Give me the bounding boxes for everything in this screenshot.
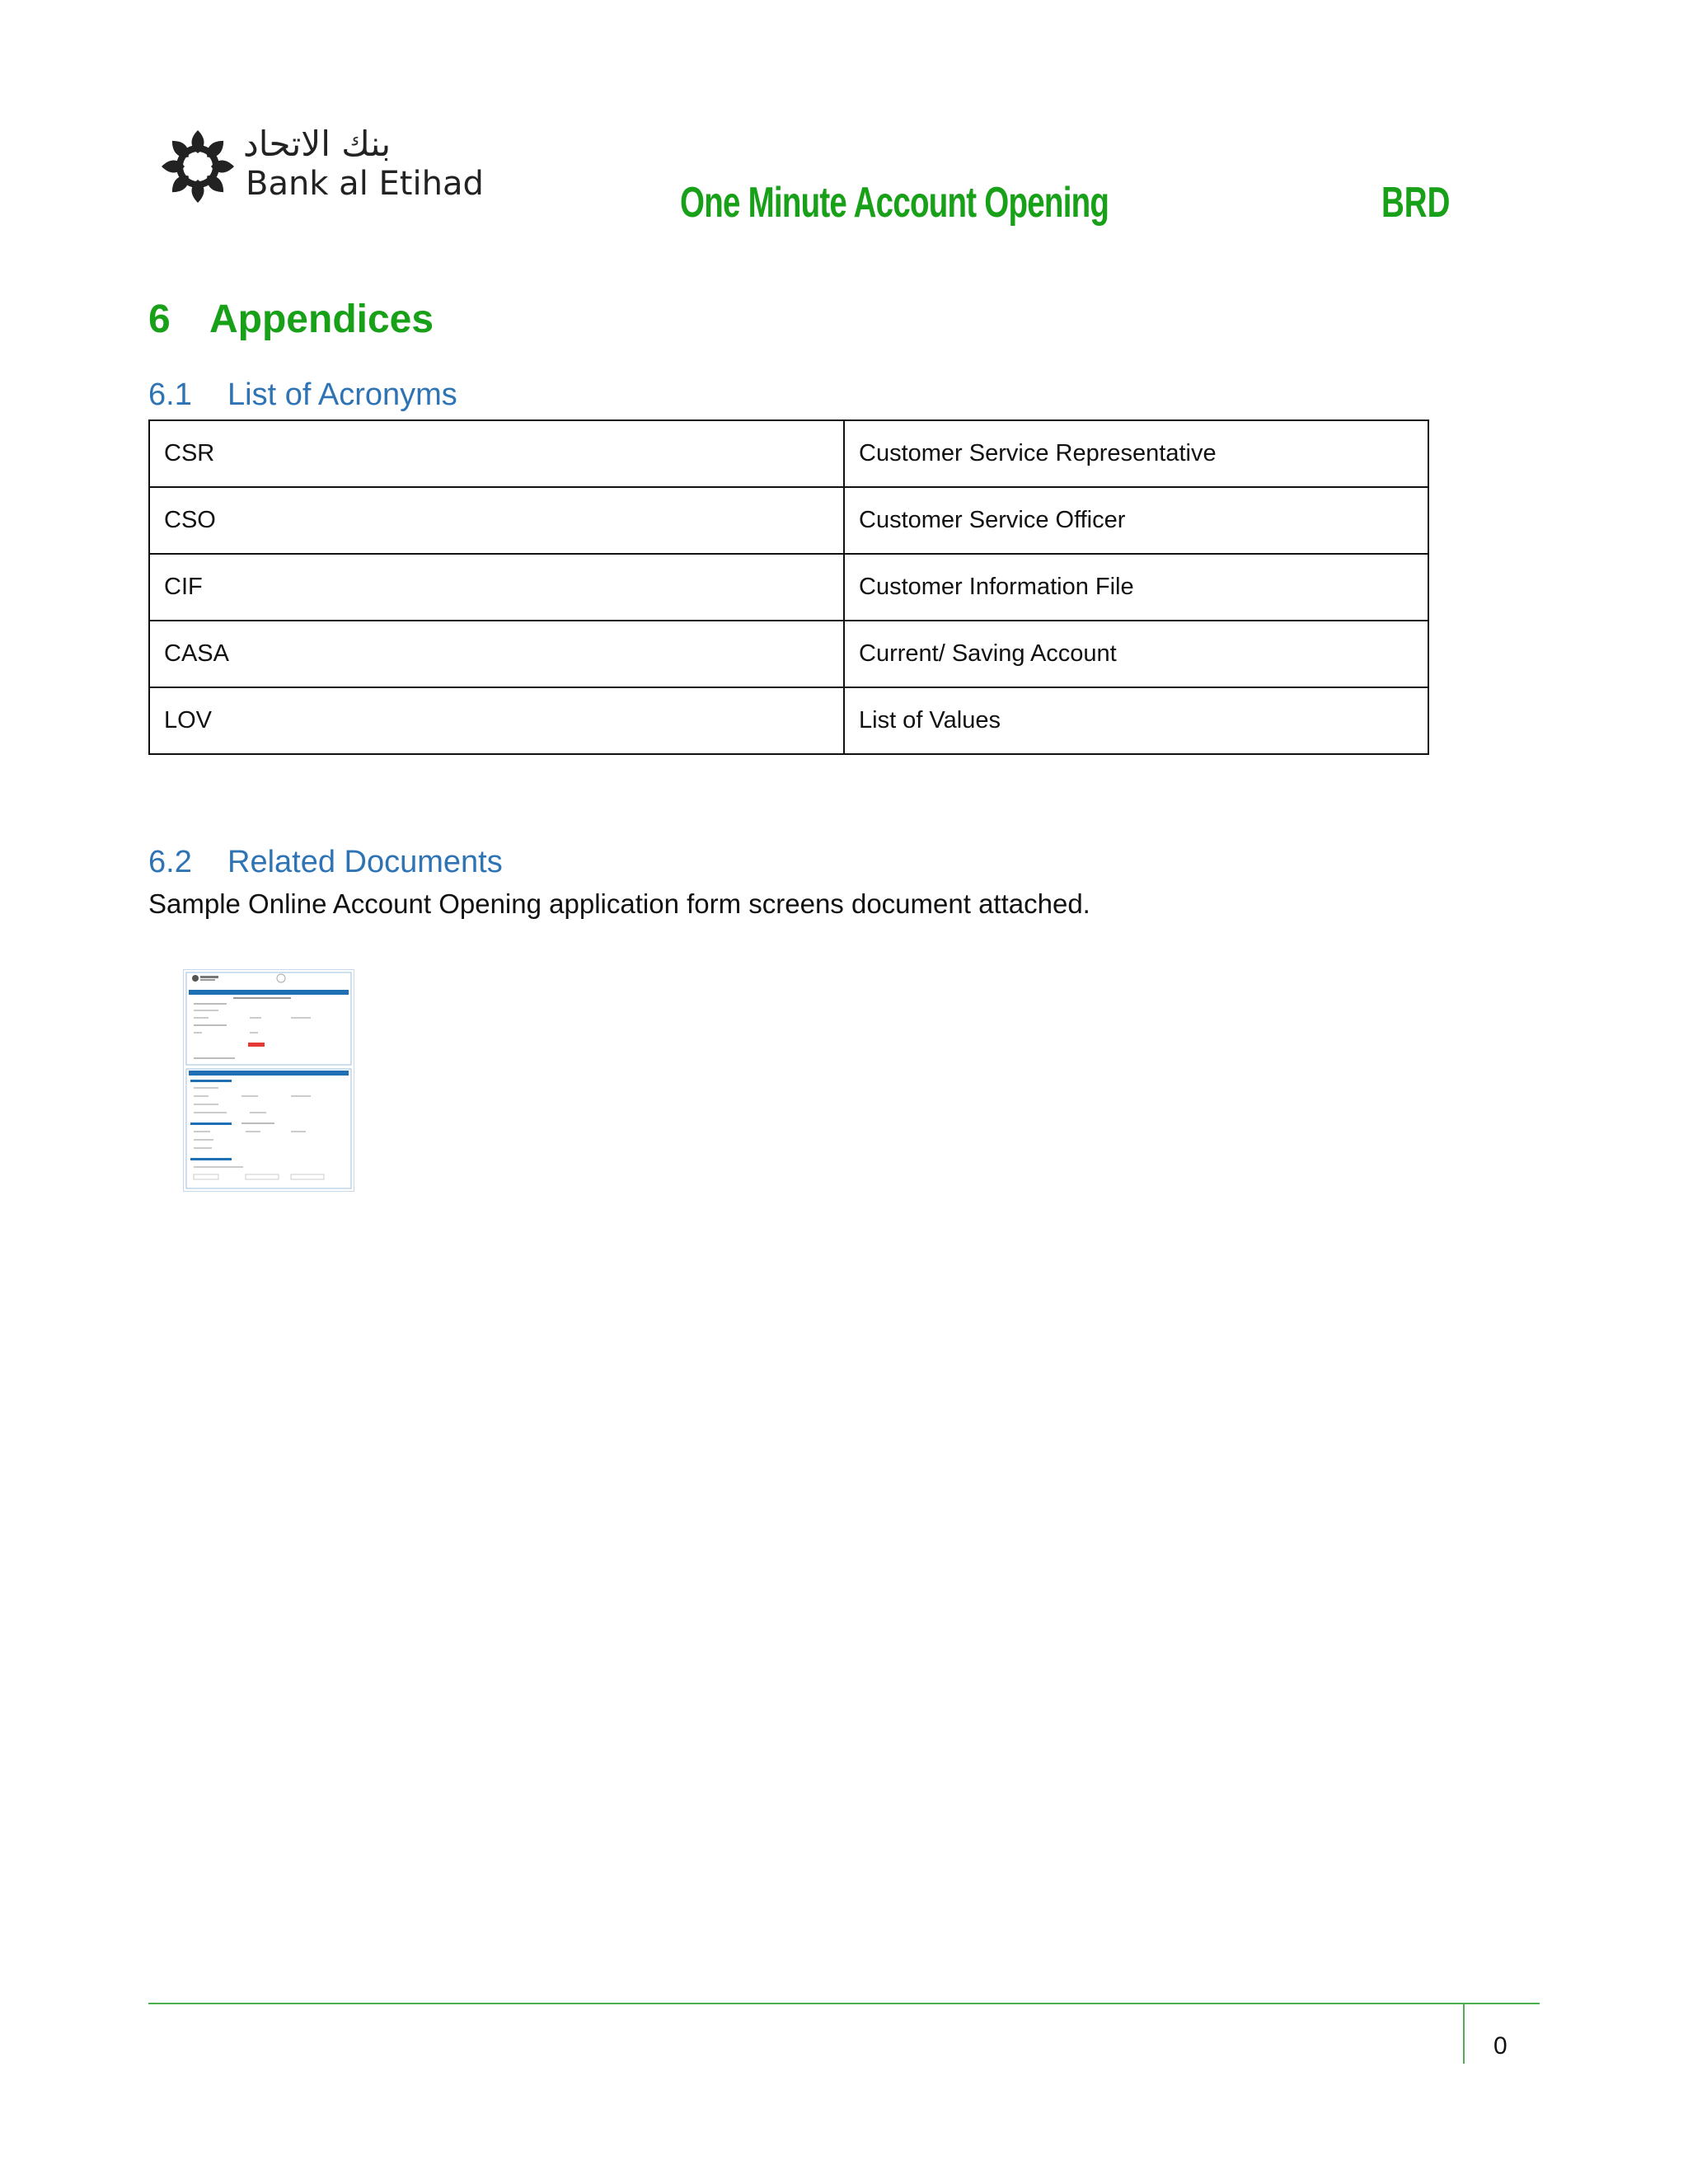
section-number: 6 bbox=[148, 298, 171, 341]
page-number: 0 bbox=[1493, 2032, 1507, 2060]
bank-logo bbox=[157, 124, 486, 214]
footer-vertical-divider bbox=[1463, 2003, 1465, 2064]
acronym-term: CSR bbox=[149, 420, 844, 487]
acronyms-heading bbox=[148, 377, 457, 413]
acronym-meaning: Customer Service Representative bbox=[844, 420, 1428, 487]
logo-arabic-text: بنك الاتحاد bbox=[243, 124, 392, 164]
acronym-term: CASA bbox=[149, 621, 844, 687]
thumbnail-preview bbox=[184, 970, 354, 1191]
section-title: Appendices bbox=[209, 298, 434, 341]
logo-english-text: Bank al Etihad bbox=[246, 165, 484, 203]
acronym-meaning: Customer Information File bbox=[844, 554, 1428, 621]
table-row bbox=[149, 621, 1428, 687]
document-title: One Minute Account Opening bbox=[680, 179, 1109, 227]
table-row bbox=[149, 487, 1428, 554]
table-row bbox=[149, 554, 1428, 621]
acronym-meaning: Current/ Saving Account bbox=[844, 621, 1428, 687]
acronym-term: CSO bbox=[149, 487, 844, 554]
table-row bbox=[149, 687, 1428, 754]
acronyms-title: List of Acronyms bbox=[227, 377, 457, 412]
acronym-term: CIF bbox=[149, 554, 844, 621]
document-thumbnail-icon[interactable] bbox=[183, 969, 354, 1192]
related-docs-text: Sample Online Account Opening application form screens document attached. bbox=[148, 888, 1090, 919]
logo-emblem-icon bbox=[157, 124, 239, 206]
acronyms-number: 6.1 bbox=[148, 377, 192, 412]
acronyms-table bbox=[148, 419, 1429, 755]
footer-divider bbox=[148, 2003, 1540, 2004]
document-type: BRD bbox=[1381, 179, 1451, 227]
related-docs-number: 6.2 bbox=[148, 845, 192, 879]
acronym-meaning: Customer Service Officer bbox=[844, 487, 1428, 554]
related-docs-title: Related Documents bbox=[227, 845, 503, 879]
acronym-meaning: List of Values bbox=[844, 687, 1428, 754]
acronym-term: LOV bbox=[149, 687, 844, 754]
section-heading bbox=[148, 297, 434, 342]
table-row bbox=[149, 420, 1428, 487]
related-docs-heading bbox=[148, 845, 503, 880]
